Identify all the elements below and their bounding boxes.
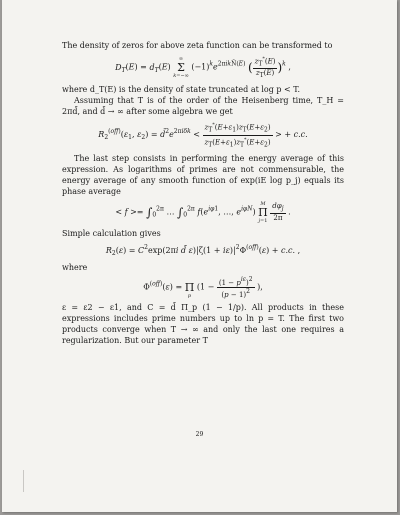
equation-r2: $R_2(\varepsilon) = C^2\exp(2\pi i$ d̄ $\varepsilon)|\zeta(1 + i\varepsilon)|^2\Phi^{(off)}(\varepsilon) + c.c$. , [105,243,301,257]
paragraph-4: The last step consists in performing the energy average of this expression. As logarithms of primes are not commensurable, the energy average of any smooth function of exp(iE log p_j) equals its phase average [62,153,344,196]
paragraph-1: The density of zeros for above zeta function can be transformed to [62,41,333,50]
paragraph-3: Assuming that T is of the order of the Heisenberg time, T_H = 2πd̄, and d̄ → ∞ after some algebra we get [62,96,344,117]
paragraph-2: where d_T(E) is the density of state truncated at log p < T. [62,85,301,95]
equation-r2-off: $R_2^{(off)}(\varepsilon_1$, $\varepsilon_2$) = $d̄^2e^{2\pi i\delta k}$ < $\frac{zT^*(E+\varepsilon 1)zT(E+\varepsilon 2)}{zT(E+\varepsilon 1)zT^*(E+\varepsilon 2)}$ > + c.c. [98,122,308,148]
margin-mark [23,470,24,492]
paragraph-7: ε = ε2 − ε1, and C = d̄ Π_p (1 − 1/p). All products in these expressions includes prime numbers up to ln p = T. The first two products converge when T → ∞ and only the last one requires a regularization. But our parameter T [62,302,344,345]
equation-phase-average: < $f >= \int_0^{2\pi}$ … $\int_0^{2\pi}$ $f(e^{i\varphi 1}$, …, $e^{i\varphi N}$) M Π j=1 $\frac{\text{dφj}}{2\pi}$ . [115,200,291,224]
equation-density-of-zeros: $D_T(E) = d_T(E)$ ∞ Σ k=−∞ $(-1)^ke^{2\pi ikÑ(E)}$ ( $\frac{zT^*(E)}{zT(E)}$ )$^k$ , [115,56,291,80]
paragraph-5: Simple calculation gives [62,228,161,238]
document-page [2,0,397,512]
page-number: 29 [195,431,204,438]
paragraph-6: where [62,262,88,272]
page-content [62,40,344,346]
equation-phi-off: $\Phi^{(off)}(\varepsilon)$ = Π p (1 − $\frac{\text{(1 − piε)2}}{(p - 1)2}$ ), [143,275,263,299]
